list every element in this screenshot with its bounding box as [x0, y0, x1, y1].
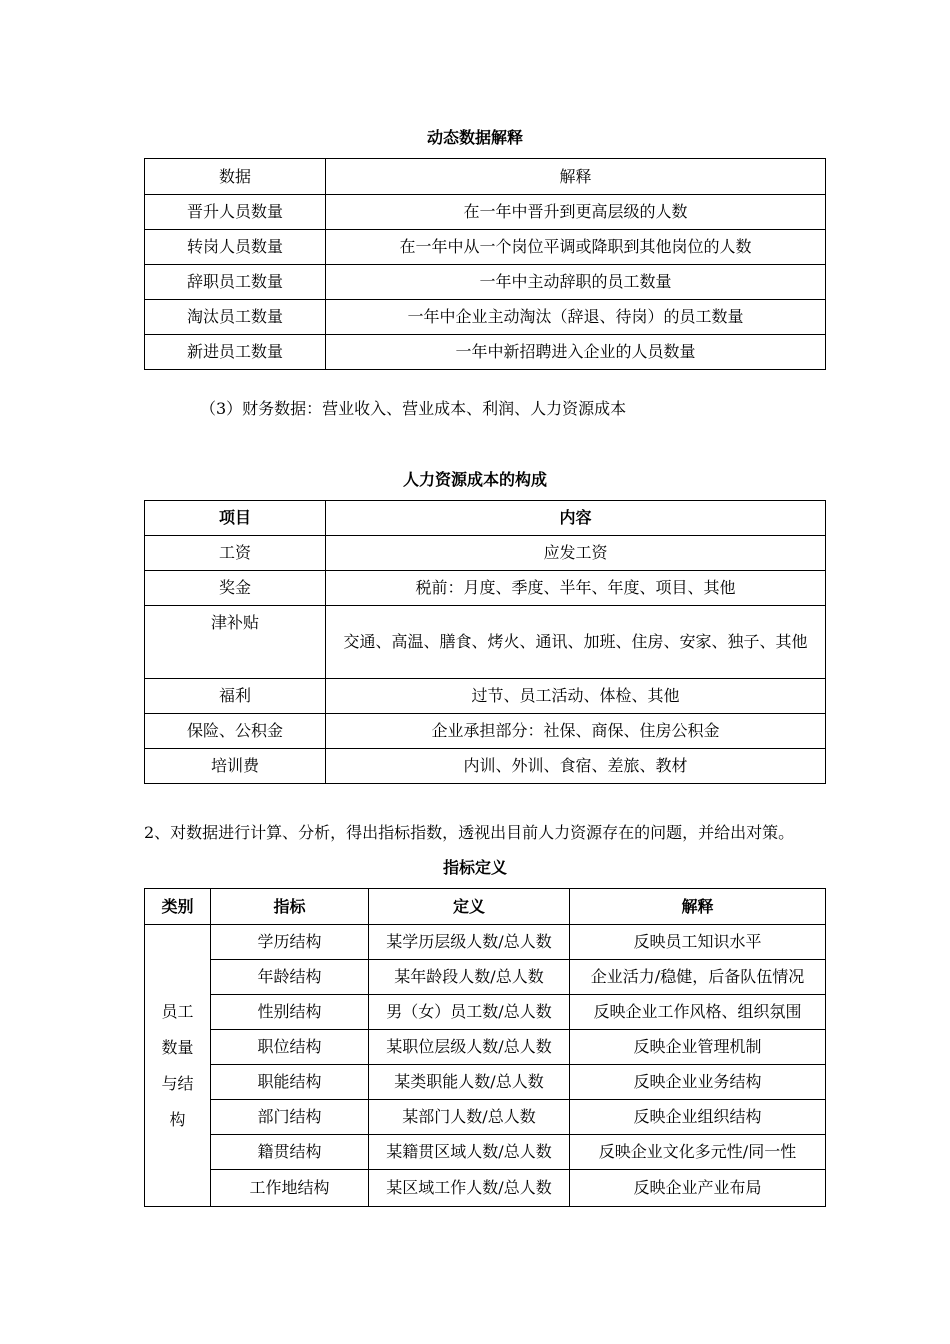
financial-data-paragraph: （3）财务数据：营业收入、营业成本、利润、人力资源成本 [200, 399, 627, 418]
indicator-cell: 工作地结构 [211, 1170, 369, 1207]
table-row [145, 230, 826, 265]
column-header-item: 项目 [145, 501, 326, 536]
table-row [145, 1065, 826, 1100]
table-header-row [145, 889, 826, 925]
column-header-definition: 定义 [369, 889, 570, 925]
table-row [145, 536, 826, 571]
table-row [145, 714, 826, 749]
table-row [145, 925, 826, 960]
row-label: 转岗人员数量 [145, 230, 326, 265]
explanation-cell: 反映企业组织结构 [570, 1100, 826, 1135]
table-row [145, 606, 826, 679]
table-row [145, 335, 826, 370]
indicator-cell: 年龄结构 [211, 960, 369, 995]
table-row [145, 995, 826, 1030]
definition-cell: 某学历层级人数/总人数 [369, 925, 570, 960]
table-row [145, 679, 826, 714]
dynamic-data-table [144, 158, 826, 370]
row-label: 保险、公积金 [145, 714, 326, 749]
definition-cell: 某年龄段人数/总人数 [369, 960, 570, 995]
row-label: 津补贴 [145, 606, 326, 679]
column-header-explanation: 解释 [326, 159, 826, 195]
row-value: 一年中企业主动淘汰（辞退、待岗）的员工数量 [326, 300, 826, 335]
column-header-category: 类别 [145, 889, 211, 925]
table-row [145, 300, 826, 335]
explanation-cell: 反映企业业务结构 [570, 1065, 826, 1100]
table-row [145, 1170, 826, 1207]
indicator-cell: 性别结构 [211, 995, 369, 1030]
row-label: 新进员工数量 [145, 335, 326, 370]
row-value: 交通、高温、膳食、烤火、通讯、加班、住房、安家、独子、其他 [326, 606, 826, 679]
row-value: 内训、外训、食宿、差旅、教材 [326, 749, 826, 784]
indicator-cell: 职位结构 [211, 1030, 369, 1065]
explanation-cell: 反映企业工作风格、组织氛围 [570, 995, 826, 1030]
indicator-cell: 学历结构 [211, 925, 369, 960]
explanation-cell: 反映企业文化多元性/同一性 [570, 1135, 826, 1170]
definition-cell: 某区域工作人数/总人数 [369, 1170, 570, 1207]
explanation-cell: 反映企业管理机制 [570, 1030, 826, 1065]
row-value: 企业承担部分：社保、商保、住房公积金 [326, 714, 826, 749]
table3-caption: 指标定义 [442, 858, 507, 877]
table-row [145, 1030, 826, 1065]
explanation-cell: 反映企业产业布局 [570, 1170, 826, 1207]
table1-caption: 动态数据解释 [426, 128, 523, 147]
row-label: 培训费 [145, 749, 326, 784]
table2-caption: 人力资源成本的构成 [402, 470, 547, 489]
table-header-row [145, 159, 826, 195]
hr-cost-table [144, 500, 826, 784]
category-line: 员工 [161, 1001, 194, 1021]
definition-cell: 某部门人数/总人数 [369, 1100, 570, 1135]
table-row [145, 749, 826, 784]
table-row [145, 960, 826, 995]
column-header-content: 内容 [326, 501, 826, 536]
row-label: 晋升人员数量 [145, 195, 326, 230]
table-row [145, 571, 826, 606]
explanation-cell: 企业活力/稳健，后备队伍情况 [570, 960, 826, 995]
analysis-paragraph: 2、对数据进行计算、分析，得出指标指数，透视出目前人力资源存在的问题，并给出对策。 [144, 823, 795, 842]
row-value: 在一年中从一个岗位平调或降职到其他岗位的人数 [326, 230, 826, 265]
table-row [145, 1100, 826, 1135]
table-row [145, 195, 826, 230]
row-label: 辞职员工数量 [145, 265, 326, 300]
category-cell [145, 925, 211, 1207]
indicator-cell: 部门结构 [211, 1100, 369, 1135]
definition-cell: 某籍贯区域人数/总人数 [369, 1135, 570, 1170]
row-label: 福利 [145, 679, 326, 714]
definition-cell: 某职位层级人数/总人数 [369, 1030, 570, 1065]
row-value: 一年中主动辞职的员工数量 [326, 265, 826, 300]
row-label: 工资 [145, 536, 326, 571]
definition-cell: 某类职能人数/总人数 [369, 1065, 570, 1100]
indicator-cell: 职能结构 [211, 1065, 369, 1100]
row-value: 过节、员工活动、体检、其他 [326, 679, 826, 714]
column-header-data: 数据 [145, 159, 326, 195]
category-line: 与结 [161, 1073, 194, 1093]
row-label: 奖金 [145, 571, 326, 606]
explanation-cell: 反映员工知识水平 [570, 925, 826, 960]
table-row [145, 265, 826, 300]
category-line: 构 [169, 1109, 186, 1129]
column-header-indicator: 指标 [211, 889, 369, 925]
row-label: 淘汰员工数量 [145, 300, 326, 335]
table-header-row [145, 501, 826, 536]
indicator-cell: 籍贯结构 [211, 1135, 369, 1170]
table-row [145, 1135, 826, 1170]
row-value: 在一年中晋升到更高层级的人数 [326, 195, 826, 230]
indicator-definition-table [144, 888, 826, 1207]
category-line: 数量 [161, 1037, 194, 1057]
column-header-explanation: 解释 [570, 889, 826, 925]
row-value: 应发工资 [326, 536, 826, 571]
row-value: 一年中新招聘进入企业的人员数量 [326, 335, 826, 370]
row-value: 税前：月度、季度、半年、年度、项目、其他 [326, 571, 826, 606]
definition-cell: 男（女）员工数/总人数 [369, 995, 570, 1030]
